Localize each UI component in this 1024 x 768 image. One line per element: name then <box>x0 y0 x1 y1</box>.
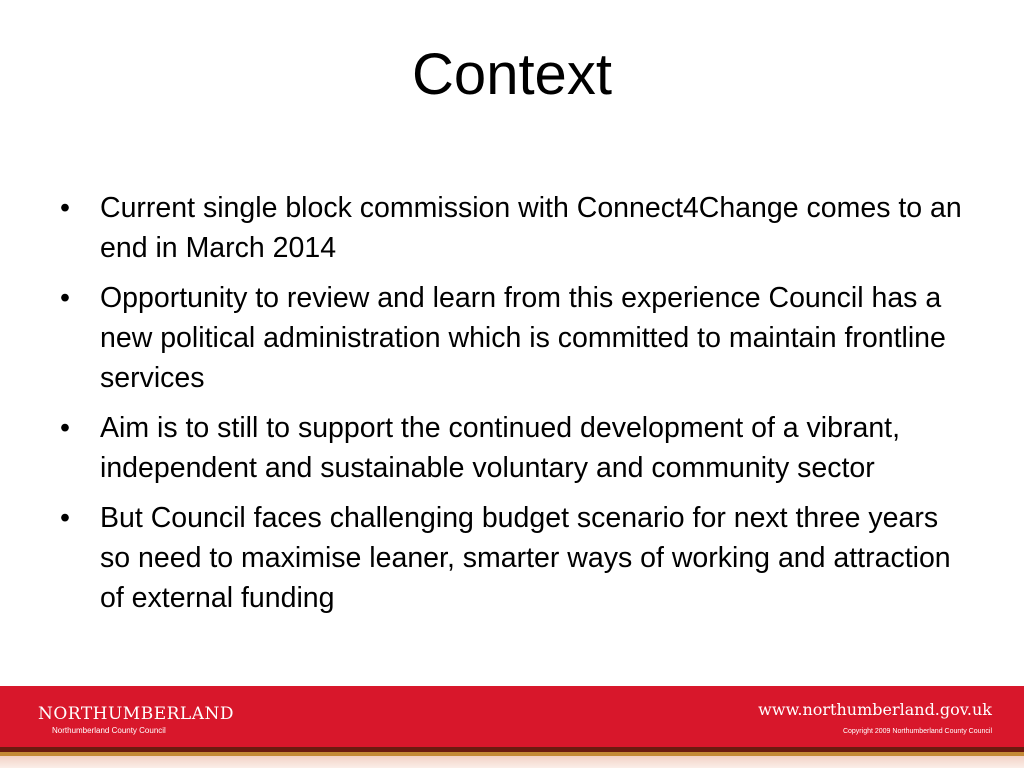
footer-stripe-fade <box>0 756 1024 768</box>
bullet-item <box>56 408 976 488</box>
copyright-notice: Copyright 2009 Northumberland County Council <box>842 728 992 735</box>
bullet-list <box>56 188 976 628</box>
bullet-dot: • <box>60 412 70 444</box>
bullet-text: Current single block commission with Connect4Change comes to an end in March 2014 <box>100 192 962 264</box>
logo-subtitle: Northumberland County Council <box>52 726 166 735</box>
bullet-dot: • <box>60 192 70 224</box>
bullet-item <box>56 498 976 618</box>
council-logo <box>38 703 234 737</box>
logo-wordmark: NORTHUMBERLAND <box>38 704 234 724</box>
bullet-text: Aim is to still to support the continued development of a vibrant, independent and sustainable voluntary and community sector <box>100 412 901 484</box>
website-link[interactable]: www.northumberland.gov.uk <box>758 700 992 719</box>
bullet-item <box>56 188 976 268</box>
bullet-item <box>56 278 976 398</box>
bullet-dot: • <box>60 282 70 314</box>
bullet-text: But Council faces challenging budget scenario for next three years so need to maximise leaner, smarter ways of working and attraction of external funding <box>100 502 951 614</box>
bullet-text: Opportunity to review and learn from this experience Council has a new political administration which is committed to maintain frontline services <box>100 282 946 394</box>
slide-title: Context <box>412 42 612 107</box>
bullet-dot: • <box>60 502 70 534</box>
